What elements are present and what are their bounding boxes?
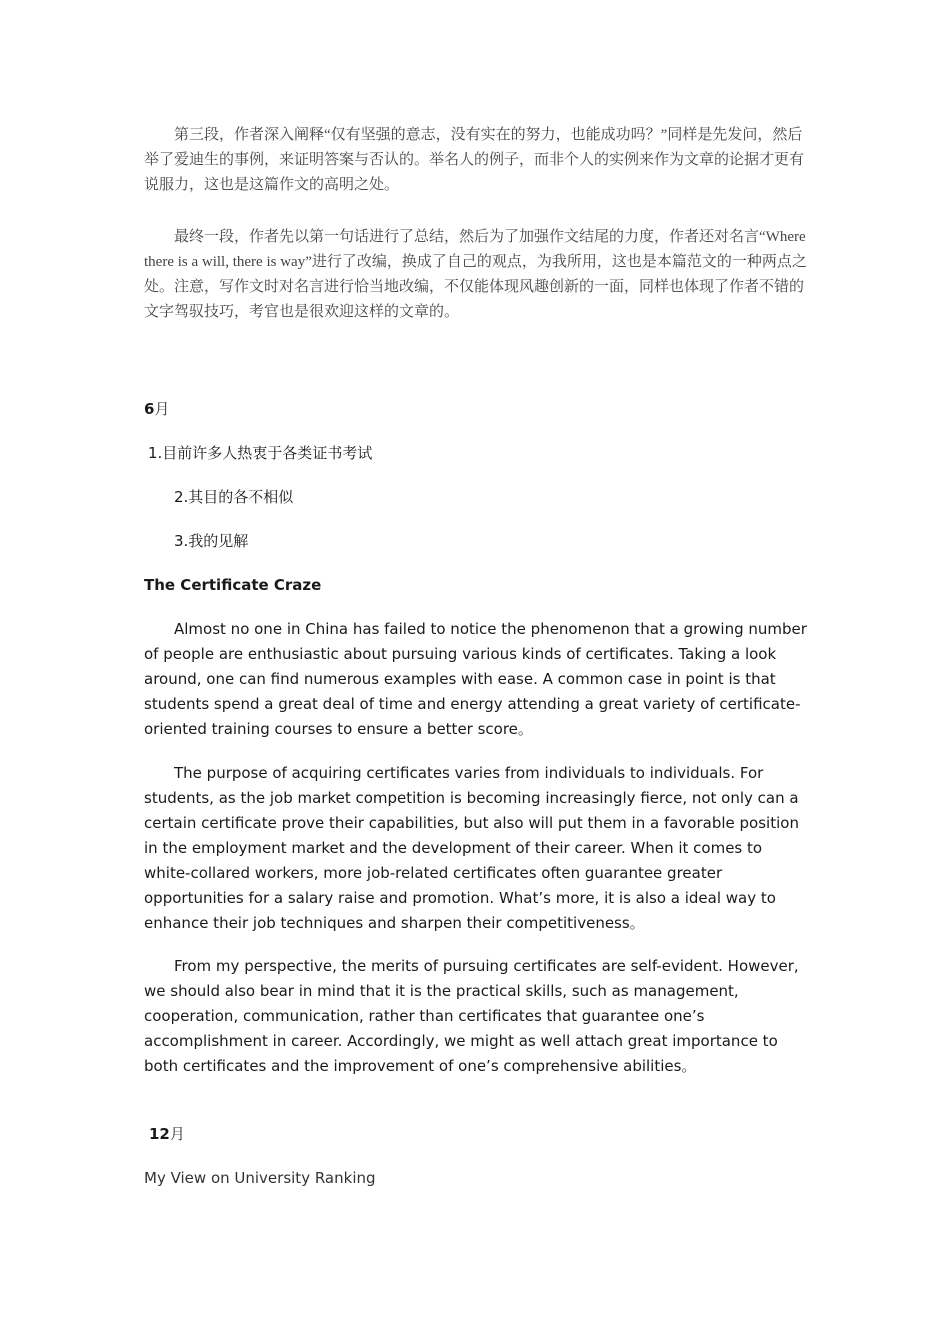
june-heading [144, 397, 808, 423]
june-month-char: 月 [154, 402, 170, 418]
essay-paragraph-3-text: From my perspective, the merits of pursuing certificates are self-evident. However, we should also bear in mind that it is the practical skills, such as management, cooperation, communication, rather than certificates that guarantee one’s accomplishment in career. Accordingly, we might as well attach great importance to both certificates and the improvement of one’s comprehensive abilities。 [144, 957, 799, 1075]
outline-item-1-text: 1.目前许多人热衷于各类证书考试 [148, 444, 373, 462]
essay-paragraph-1-text: Almost no one in China has failed to notice the phenomenon that a growing number of people are enthusiastic about pursuing various kinds of certificates. Taking a look around, one can find numerous examples with ease. A common case in point is that students spend a great deal of time and energy attending a great variety of certificate-oriented training courses to ensure a better score。 [144, 620, 807, 738]
outline-item-3 [174, 529, 838, 554]
essay-title-text: The Certificate Craze [144, 576, 322, 594]
essay-title [144, 573, 808, 598]
analysis-paragraph-4-text: 最终一段，作者先以第一句话进行了总结，然后为了加强作文结尾的力度，作者还对名言“Where there is a will, there is way”进行了改编，换成了自己的观点，为我所用，这也是本篇范文的一种两点之处。注意，写作文时对名言进行恰当地改编，不仅能体现风趣创新的一面，同样也体现了作者不错的文字驾驭技巧，考官也是很欢迎这样的文章的。 [144, 229, 807, 320]
outline-item-1 [148, 441, 812, 466]
essay-paragraph-2-text: The purpose of acquiring certificates varies from individuals to individuals. For students, as the job market competition is becoming increasingly fierce, not only can a certain certificate prove their capabilities, but also will put them in a favorable position in the employment market and the development of their career. When it comes to white-collared workers, more job-related certificates often guarantee greater opportunities for a salary raise and promotion. What’s more, it is also a ideal way to enhance their job techniques and sharpen their competitiveness。 [144, 764, 799, 932]
analysis-paragraph-4 [144, 225, 808, 325]
june-month-number: 6 [144, 400, 155, 418]
outline-item-2-text: 2.其目的各不相似 [174, 488, 294, 506]
outline-item-2 [174, 485, 838, 510]
december-heading [149, 1122, 813, 1148]
december-essay-title [144, 1166, 808, 1191]
analysis-paragraph-3-text: 第三段，作者深入阐释“仅有坚强的意志，没有实在的努力，也能成功吗？”同样是先发问，然后举了爱迪生的事例，来证明答案与否认的。举名人的例子，而非个人的实例来作为文章的论据才更有说服力，这也是这篇作文的高明之处。 [144, 127, 805, 193]
december-month-char: 月 [169, 1127, 185, 1143]
analysis-paragraph-3 [144, 123, 808, 198]
december-essay-title-text: My View on University Ranking [144, 1169, 376, 1187]
essay-paragraph-3 [144, 954, 808, 1079]
outline-item-3-text: 3.我的见解 [174, 532, 249, 550]
essay-paragraph-2 [144, 761, 808, 936]
december-month-number: 12 [149, 1125, 170, 1143]
essay-paragraph-1 [144, 617, 808, 742]
